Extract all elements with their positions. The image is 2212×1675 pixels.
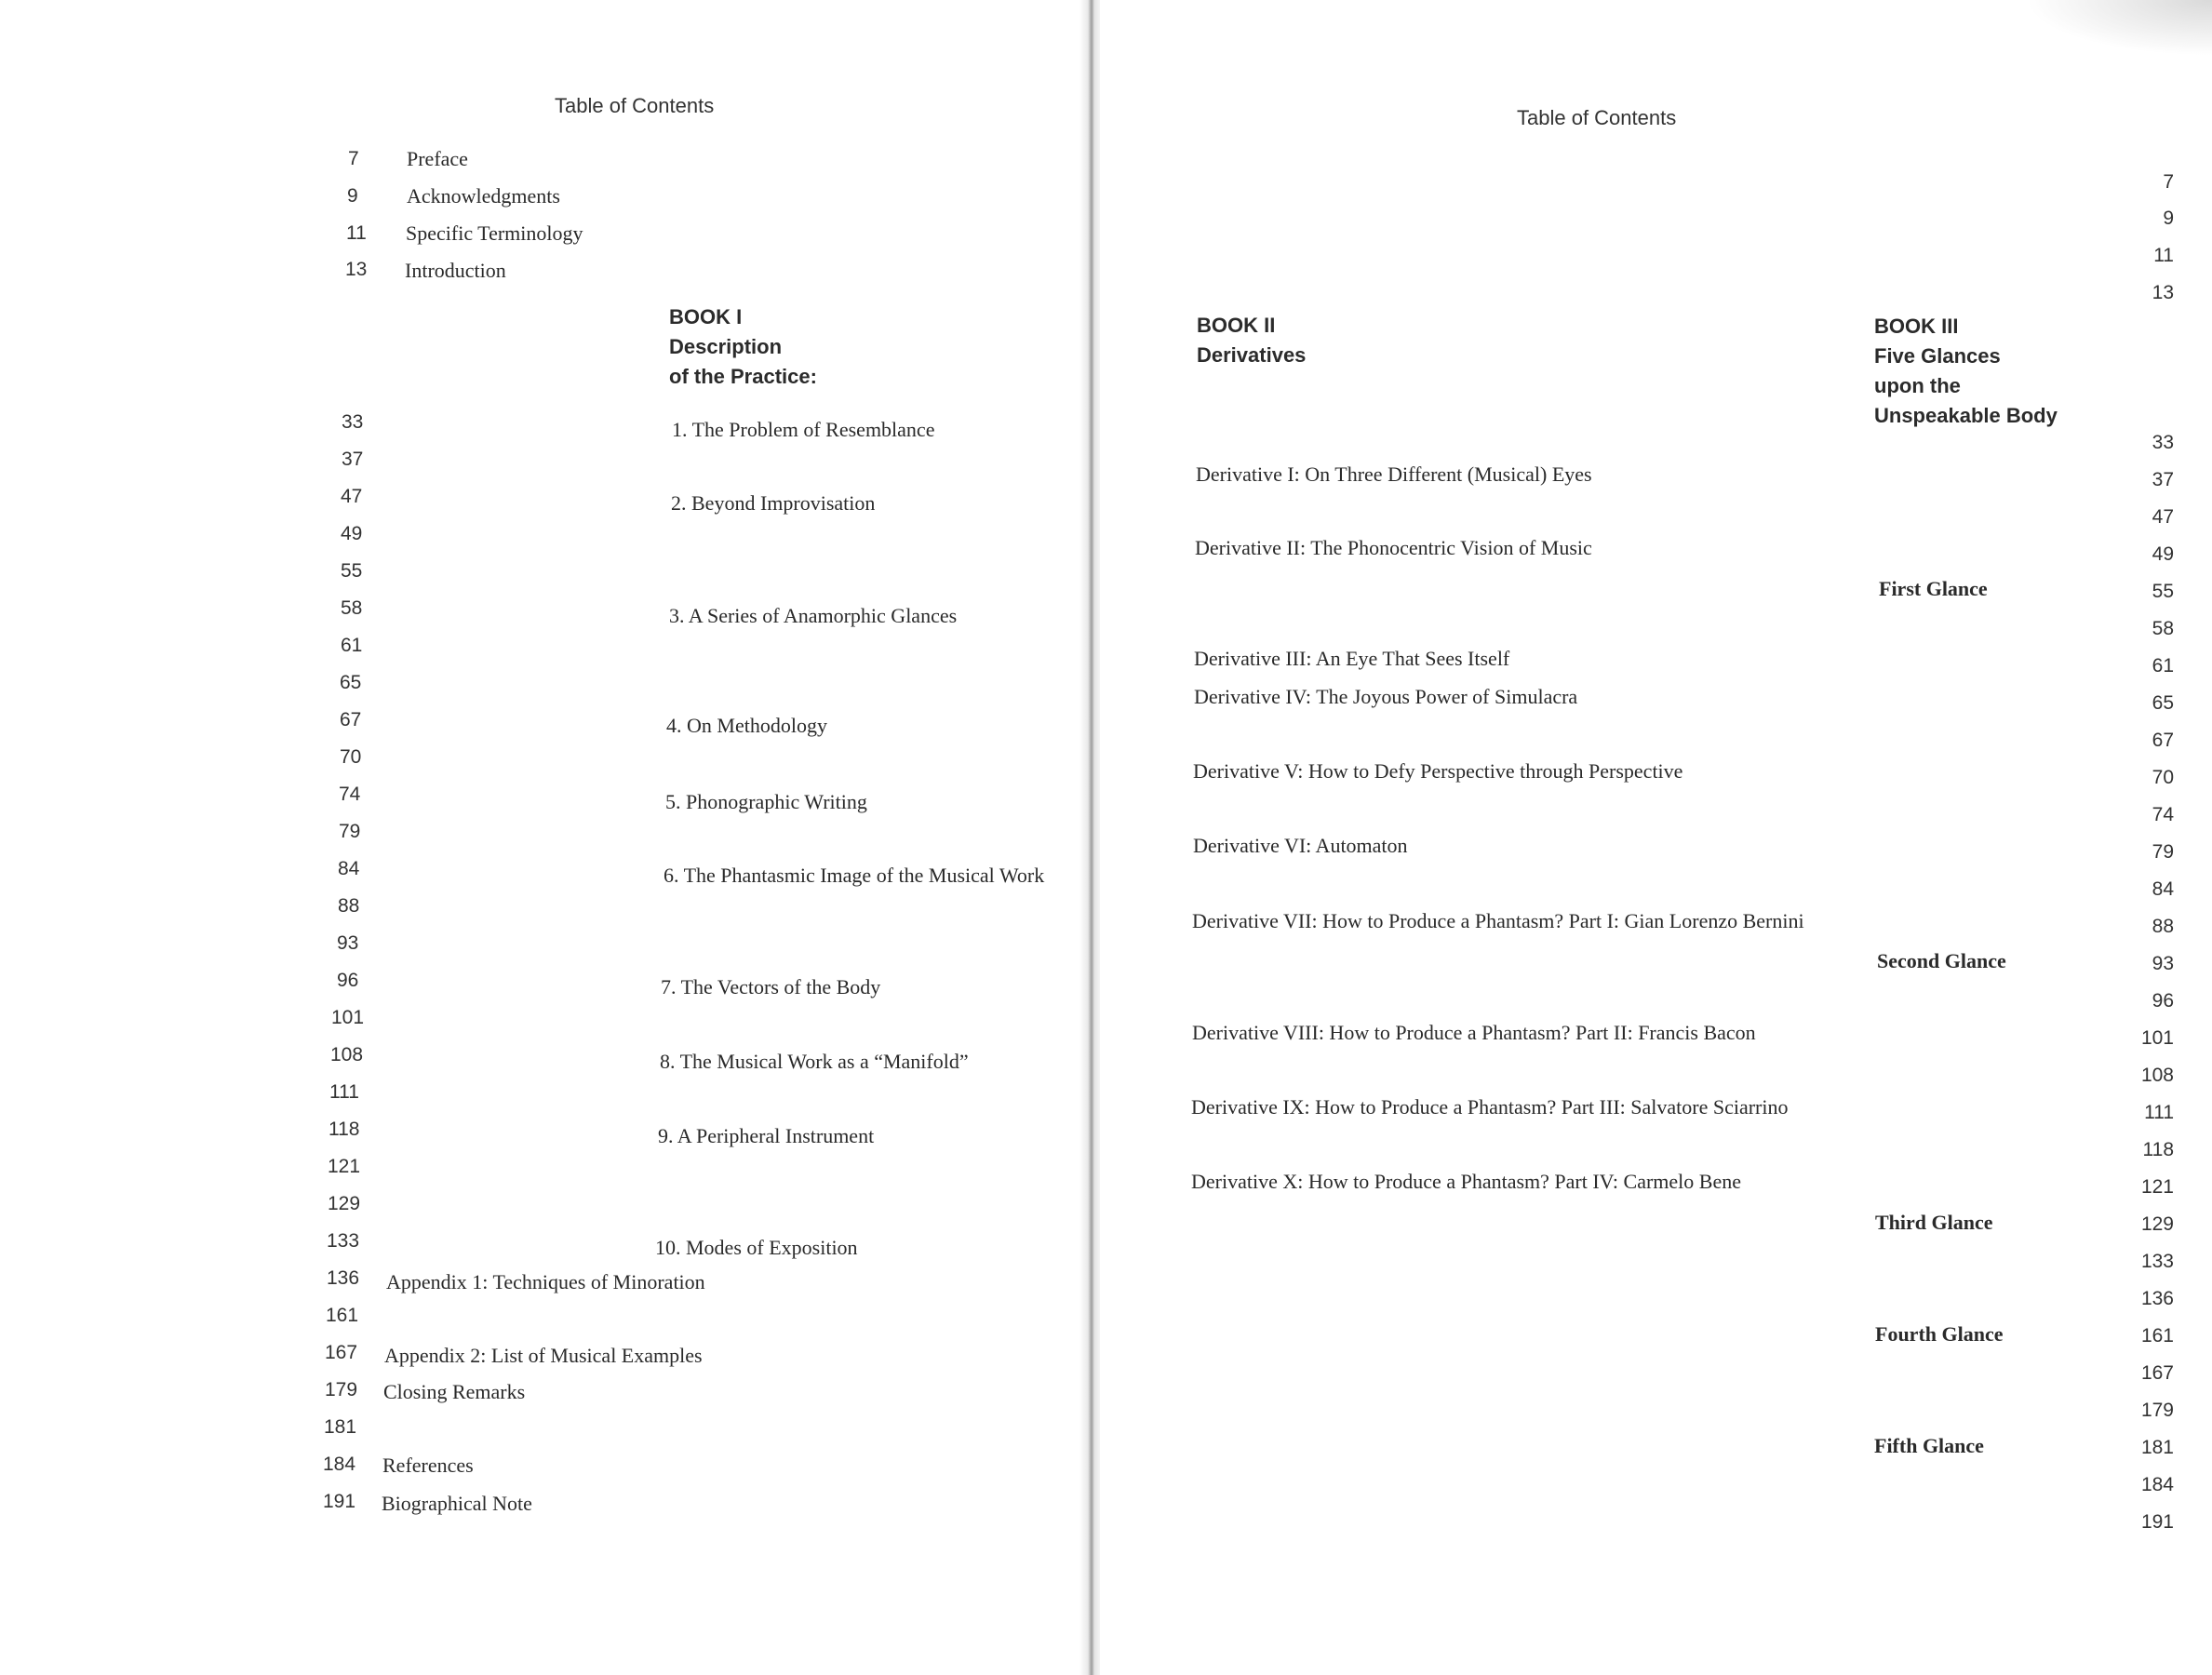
page-number: 88 [2152,916,2174,937]
toc-entry-closing-remarks: Closing Remarks [383,1380,526,1403]
book-2-label: BOOK II [1197,314,1276,337]
page-number: 101 [2140,1027,2174,1049]
page-number: 191 [2140,1511,2174,1533]
page-header: Table of Contents [1517,106,1677,129]
page-number: 11 [346,222,367,244]
derivative-entry: Derivative X: How to Produce a Phantasm? Part IV: Carmelo Bene [1191,1170,1741,1193]
page-number: 121 [2140,1176,2174,1198]
page-number: 79 [2152,841,2174,863]
derivative-entry: Derivative VII: How to Produce a Phantasm? Part I: Gian Lorenzo Bernini [1192,909,1804,932]
page-number: 161 [2140,1325,2174,1347]
toc-entry-appendix-1: Appendix 1: Techniques of Minoration [386,1270,705,1293]
page-number: 191 [323,1491,356,1512]
page-number: 136 [327,1267,360,1289]
page-number: 70 [2152,767,2174,788]
page-number: 47 [341,486,363,507]
book-1-heading [669,302,817,392]
derivative-entry: Derivative III: An Eye That Sees Itself [1194,647,1510,670]
book-3-label: BOOK III [1874,315,1959,338]
page-number: 181 [324,1416,357,1438]
book-1-label: BOOK I [669,305,743,328]
page-number: 111 [2144,1102,2174,1123]
chapter-entry: 9. A Peripheral Instrument [658,1124,875,1147]
toc-entry-acknowledgments: Acknowledgments [407,184,560,208]
page-number: 74 [339,784,361,805]
derivative-entry: Derivative IX: How to Produce a Phantasm? Part III: Salvatore Sciarrino [1191,1095,1789,1119]
chapter-entry: 7. The Vectors of the Body [661,975,881,998]
book-1-title-line: Description [669,334,783,358]
page-number: 167 [325,1342,358,1363]
derivative-entry: Derivative II: The Phonocentric Vision of Music [1195,536,1592,559]
book-3-heading [1874,312,2058,431]
book-3-title-line: Five Glances [1874,343,2001,368]
page-number: 33 [342,411,364,433]
page-number: 7 [348,148,359,169]
chapter-entry: 1. The Problem of Resemblance [672,418,935,441]
page-number: 111 [329,1081,359,1103]
glance-entry: First Glance [1879,577,1988,600]
toc-entry-biographical-note: Biographical Note [382,1492,532,1515]
chapter-entry: 8. The Musical Work as a “Manifold” [660,1050,969,1073]
toc-entry-introduction: Introduction [405,259,506,282]
page-number: 136 [2140,1288,2174,1309]
page-number: 13 [345,259,368,280]
page-number: 184 [2140,1474,2174,1495]
chapter-entry: 4. On Methodology [666,714,827,737]
page-number: 93 [337,932,359,954]
page-number: 121 [328,1156,361,1177]
glance-entry: Fifth Glance [1874,1434,1984,1457]
page-number: 58 [2152,618,2174,639]
chapter-entry: 2. Beyond Improvisation [671,491,876,515]
page-number: 108 [330,1044,364,1065]
page-number: 179 [2140,1400,2174,1421]
glance-entry: Second Glance [1877,949,2006,972]
chapter-entry: 6. The Phantasmic Image of the Musical Work [664,864,1045,887]
page-number: 184 [323,1454,356,1475]
derivative-entry: Derivative IV: The Joyous Power of Simulacra [1194,685,1578,708]
page-number: 118 [328,1119,360,1140]
page-number: 58 [341,597,363,619]
page-number: 70 [340,746,362,768]
page-number: 161 [326,1305,359,1326]
page-number: 65 [2152,692,2174,714]
page-number: 167 [2140,1362,2174,1384]
chapter-entry: 5. Phonographic Writing [665,790,867,813]
page-number: 55 [341,560,363,582]
book-3-title-line: Unspeakable Body [1874,403,2058,427]
derivative-entry: Derivative I: On Three Different (Musical) Eyes [1196,462,1592,486]
page-number: 61 [2152,655,2174,677]
page-number: 13 [2152,282,2174,303]
page-number: 7 [2163,171,2174,193]
page-number: 67 [340,709,362,730]
page-number: 84 [2152,878,2174,900]
page-number: 47 [2152,506,2174,528]
derivative-entry: Derivative V: How to Defy Perspective through Perspective [1193,759,1683,783]
glance-entry: Fourth Glance [1875,1322,2004,1346]
page-number: 79 [339,821,361,842]
book-2-title: Derivatives [1197,342,1307,367]
page-number: 37 [2152,469,2174,490]
page-number: 37 [342,449,364,470]
page-number: 55 [2152,581,2174,602]
right-page [1100,0,2212,1675]
book-3-title-line: upon the [1874,373,1961,397]
page-number: 118 [2142,1139,2174,1160]
page-number: 65 [340,672,362,693]
page-header: Table of Contents [555,94,715,117]
book-2-heading [1197,311,1306,370]
glance-entry: Third Glance [1875,1211,1993,1234]
page-number: 133 [327,1230,360,1252]
book-1-title-line: of the Practice: [669,364,817,388]
page-number: 74 [2152,804,2174,825]
page-number: 88 [338,895,360,917]
page-number: 11 [2153,245,2174,266]
page-number: 108 [2140,1065,2174,1086]
page-number: 49 [2152,543,2174,565]
left-page [0,0,1091,1675]
page-number: 129 [328,1193,361,1214]
page-number: 9 [2163,208,2174,229]
page-number: 129 [2140,1213,2174,1235]
toc-entry-references: References [382,1454,474,1477]
page-number: 96 [2152,990,2174,1012]
page-number: 179 [325,1379,358,1400]
page-number: 84 [338,858,360,879]
page-number: 93 [2152,953,2174,974]
chapter-entry: 10. Modes of Exposition [655,1236,858,1259]
page-number: 67 [2152,730,2174,751]
derivative-entry: Derivative VI: Automaton [1193,834,1408,857]
page-number: 181 [2140,1437,2174,1458]
page-number: 96 [337,970,359,991]
page-corner-shadow [2026,0,2212,56]
page-number: 61 [341,635,363,656]
page-number: 49 [341,523,363,544]
toc-entry-terminology: Specific Terminology [406,221,583,245]
page-number: 9 [347,185,358,207]
page-number: 33 [2152,432,2174,453]
derivative-entry: Derivative VIII: How to Produce a Phantasm? Part II: Francis Bacon [1192,1021,1756,1044]
page-number: 133 [2140,1251,2174,1272]
toc-entry-preface: Preface [407,147,468,170]
chapter-entry: 3. A Series of Anamorphic Glances [669,604,958,627]
toc-entry-appendix-2: Appendix 2: List of Musical Examples [384,1344,703,1367]
page-number: 101 [331,1007,365,1028]
